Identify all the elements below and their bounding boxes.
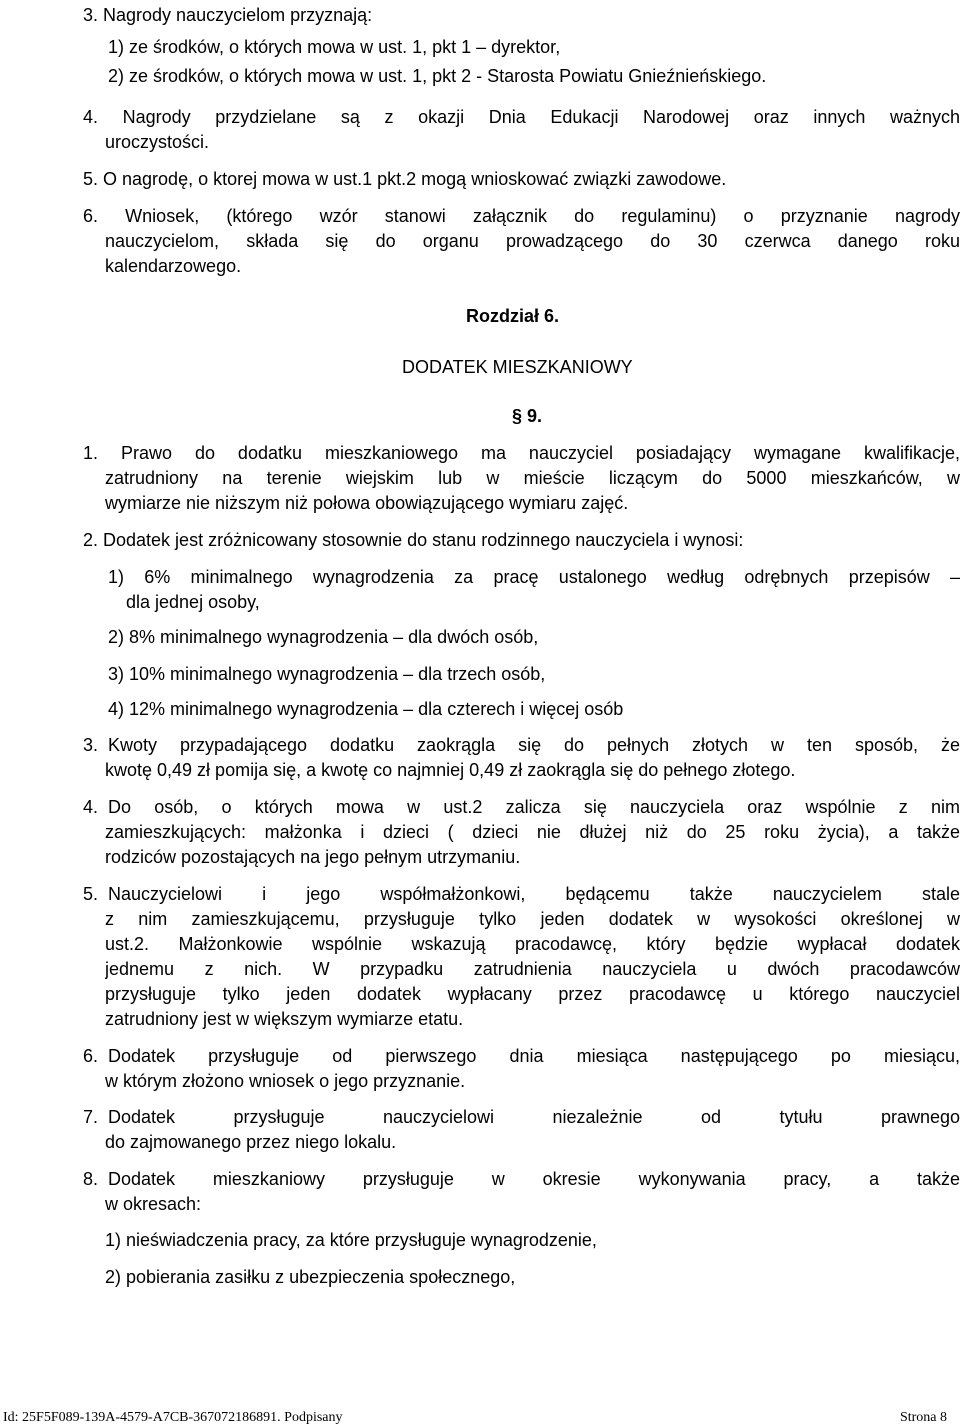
text-line: w którym złożono wniosek o jego przyznanie.: [105, 1071, 466, 1091]
item-number: 5.: [83, 884, 99, 904]
text-line: zamieszkujących: małżonka i dzieci ( dzieci nie dłużej niż do 25 roku życia), a także: [105, 822, 960, 842]
text-line: 3. Nagrody nauczycielom przyznają:: [83, 5, 373, 25]
text-line: nauczycielom, składa się do organu prowadzącego do 30 czerwca danego roku: [105, 231, 960, 251]
text-line: Do osób, o których mowa w ust.2 zalicza się nauczyciela oraz wspólnie z nim: [108, 797, 960, 817]
text-line: Dodatek przysługuje nauczycielowi niezależnie od tytułu prawnego: [108, 1107, 960, 1127]
text-line: 1. Prawo do dodatku mieszkaniowego ma nauczyciel posiadający wymagane kwalifikacje,: [83, 443, 960, 463]
text-line: uroczystości.: [105, 132, 210, 152]
text-line: wymiarze nie niższym niż połowa obowiązującego wymiaru zajęć.: [105, 493, 629, 513]
text-line: 6. Wniosek, (którego wzór stanowi załącznik do regulaminu) o przyznanie nagrody: [83, 206, 960, 226]
item-number: 3.: [83, 735, 99, 755]
text-line: rodziców pozostających na jego pełnym utrzymaniu.: [105, 847, 521, 867]
footer-page-number: Strona 8: [899, 1410, 947, 1425]
text-line: do zajmowanego przez niego lokalu.: [105, 1132, 397, 1152]
list-item: 1) nieświadczenia pracy, za które przysługuje wynagrodzenie,: [105, 1230, 597, 1250]
item-number: 7.: [83, 1107, 99, 1127]
text-line: jednemu z nich. W przypadku zatrudnienia nauczyciela u dwóch pracodawców: [105, 959, 960, 979]
text-line: 4. Nagrody przydzielane są z okazji Dnia Edukacji Narodowej oraz innych ważnych: [83, 107, 960, 127]
chapter-subtitle: DODATEK MIESZKANIOWY: [402, 357, 633, 377]
text-line: Dodatek przysługuje od pierwszego dnia miesiąca następującego po miesiącu,: [108, 1046, 960, 1066]
list-item: 2) 8% minimalnego wynagrodzenia – dla dwóch osób,: [108, 627, 539, 647]
item-number: 8.: [83, 1169, 99, 1189]
text-line: z nim zamieszkującemu, przysługuje tylko jeden dodatek w wysokości określonej w: [105, 909, 960, 929]
list-item-continuation: dla jednej osoby,: [126, 592, 260, 612]
text-line: w okresach:: [105, 1194, 202, 1214]
text-line: przysługuje tylko jeden dodatek wypłacany przez pracodawcę u którego nauczyciel: [105, 984, 960, 1004]
list-item: 4) 12% minimalnego wynagrodzenia – dla czterech i więcej osób: [108, 699, 624, 719]
text-line: kalendarzowego.: [105, 256, 242, 276]
footer-document-id: Id: 25F5F089-139A-4579-A7CB-367072186891. Podpisany: [3, 1410, 343, 1425]
item-number: 4.: [83, 797, 99, 817]
list-item: 2) pobierania zasiłku z ubezpieczenia społecznego,: [105, 1267, 516, 1287]
list-item: 3) 10% minimalnego wynagrodzenia – dla trzech osób,: [108, 664, 546, 684]
text-line: zatrudniony jest w większym wymiarze etatu.: [105, 1009, 464, 1029]
paragraph-number: § 9.: [512, 406, 543, 426]
list-item: 2) ze środków, o których mowa w ust. 1, pkt 2 - Starosta Powiatu Gnieźnieńskiego.: [108, 66, 767, 86]
text-line: zatrudniony na terenie wiejskim lub w mieście liczącym do 5000 mieszkańców, w: [105, 468, 960, 488]
list-item: 1) ze środków, o których mowa w ust. 1, pkt 1 – dyrektor,: [108, 37, 561, 57]
text-line: 2. Dodatek jest zróżnicowany stosownie do stanu rodzinnego nauczyciela i wynosi:: [83, 530, 744, 550]
text-line: Kwoty przypadającego dodatku zaokrągla się do pełnych złotych w ten sposób, że: [108, 735, 960, 755]
list-item: 1) 6% minimalnego wynagrodzenia za pracę ustalonego według odrębnych przepisów –: [108, 567, 960, 587]
text-line: kwotę 0,49 zł pomija się, a kwotę co najmniej 0,49 zł zaokrągla się do pełnego złotego.: [105, 760, 796, 780]
chapter-title: Rozdział 6.: [466, 306, 560, 326]
item-number: 6.: [83, 1046, 99, 1066]
text-line: 5. O nagrodę, o ktorej mowa w ust.1 pkt.2 mogą wnioskować związki zawodowe.: [83, 169, 727, 189]
text-line: Nauczycielowi i jego współmałżonkowi, będącemu także nauczycielem stale: [108, 884, 960, 904]
text-line: Dodatek mieszkaniowy przysługuje w okresie wykonywania pracy, a także: [108, 1169, 960, 1189]
text-line: ust.2. Małżonkowie wspólnie wskazują pracodawcę, który będzie wypłacał dodatek: [105, 934, 960, 954]
